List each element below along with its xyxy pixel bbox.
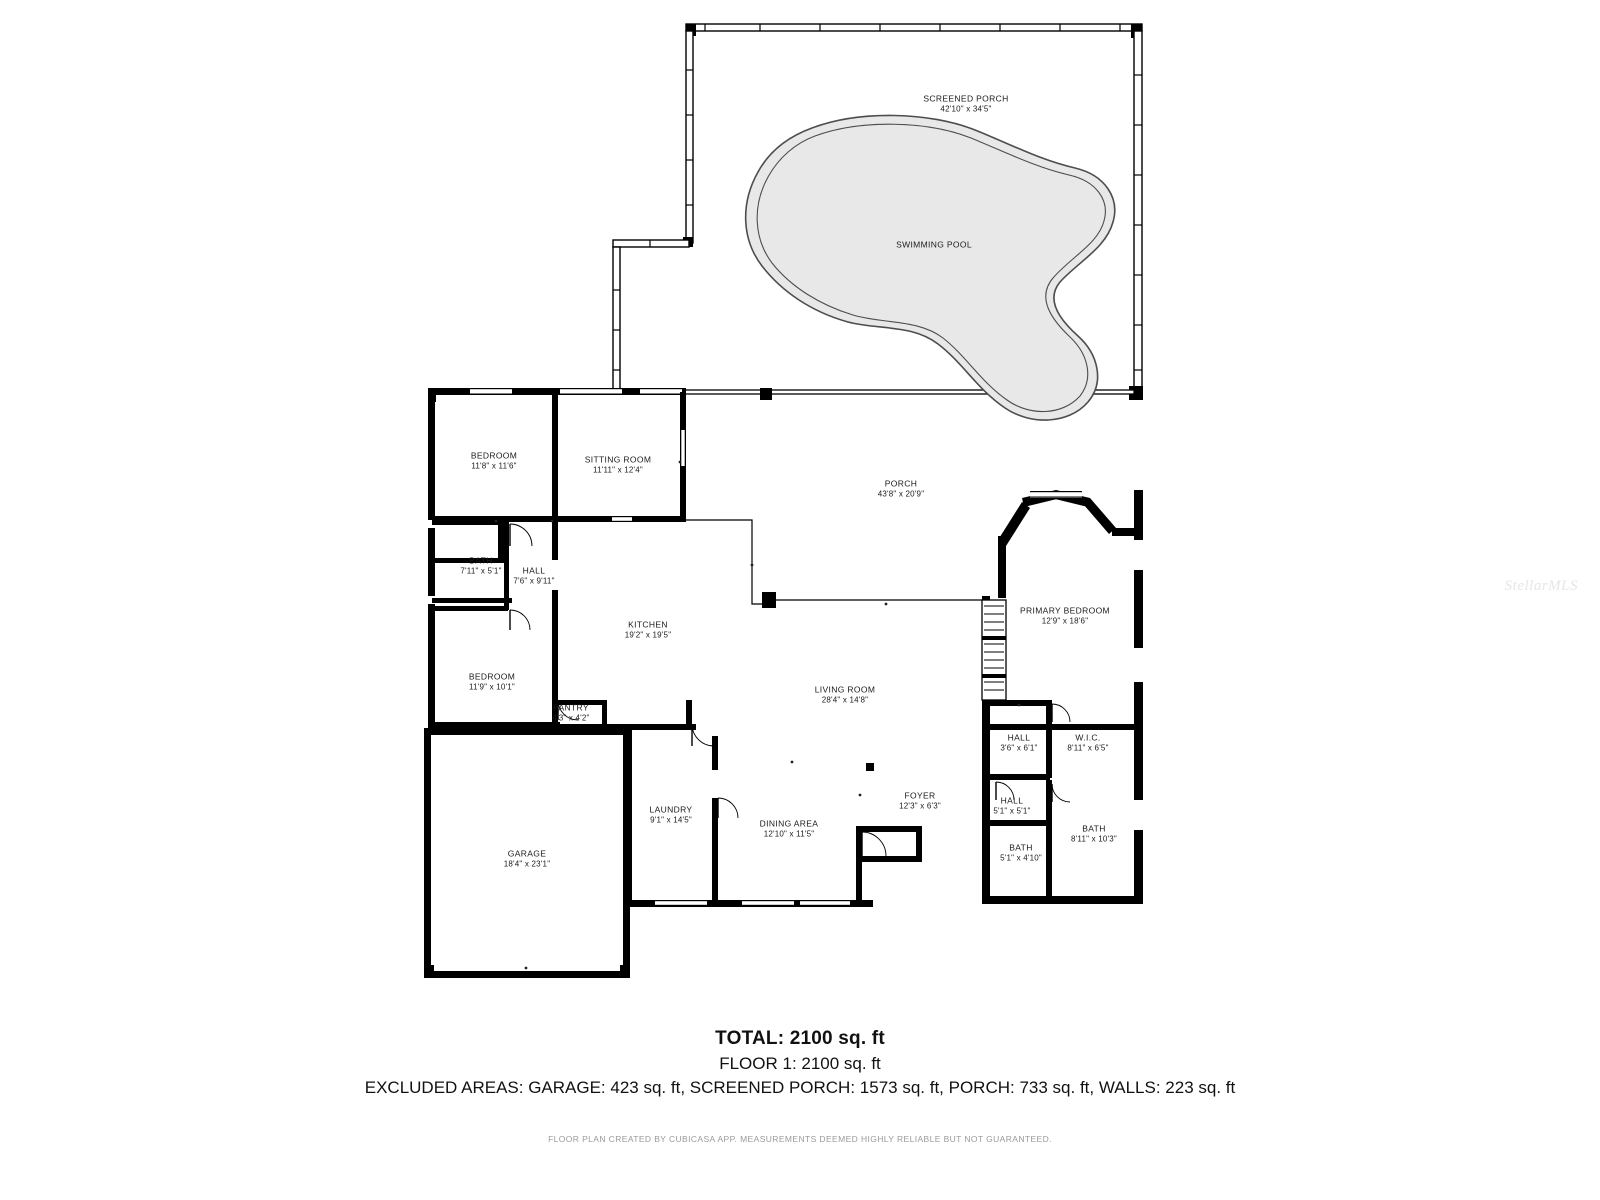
room-dimensions: 42'10" x 34'5"	[940, 104, 992, 114]
mls-watermark: StellarMLS	[1504, 578, 1578, 594]
room-dimensions: 8'11" x 6'5"	[1067, 743, 1109, 753]
room-dimensions: 4'3" x 4'2"	[552, 713, 590, 723]
room-name: SWIMMING POOL	[896, 239, 972, 250]
room-name: BATH	[469, 555, 493, 566]
room-name: HALL	[1007, 732, 1031, 743]
room-dimensions: 11'9" x 10'1"	[469, 682, 515, 692]
room-name: W.I.C.	[1075, 732, 1101, 743]
room-dimensions: 12'10" x 11'5"	[763, 829, 815, 839]
room-dimensions: 11'11" x 12'4"	[593, 465, 643, 475]
room-name: PRIMARY BEDROOM	[1020, 605, 1110, 616]
room-dimensions: 28'4" x 14'8"	[821, 695, 869, 705]
room-name: KITCHEN	[628, 619, 668, 630]
room-name: BATH	[1082, 823, 1106, 834]
room-dimensions: 7'6" x 9'11"	[513, 576, 555, 586]
room-dimensions: 3'6" x 6'1"	[1000, 743, 1038, 753]
room-name: DINING AREA	[759, 818, 819, 829]
floor1-area: FLOOR 1: 2100 sq. ft	[719, 1054, 881, 1073]
room-dimensions: 5'1" x 4'10"	[1000, 853, 1042, 863]
room-dimensions: 9'1" x 14'5"	[650, 815, 692, 825]
room-name: SITTING ROOM	[584, 454, 652, 465]
room-dimensions: 12'3" x 6'3"	[899, 801, 941, 811]
room-dimensions: 11'8" x 11'6"	[471, 461, 517, 471]
room-name: PANTRY	[553, 702, 589, 713]
room-name: HALL	[1000, 795, 1024, 806]
room-dimensions: 43'8" x 20'9"	[877, 489, 925, 499]
room-dimensions: 8'11" x 10'3"	[1071, 834, 1117, 844]
room-name: BEDROOM	[468, 671, 516, 682]
room-name: SCREENED PORCH	[923, 93, 1009, 104]
room-name: FOYER	[904, 790, 936, 801]
room-name: HALL	[522, 565, 546, 576]
room-name: LIVING ROOM	[814, 684, 876, 695]
room-name: LAUNDRY	[649, 804, 693, 815]
room-name: BEDROOM	[470, 450, 518, 461]
total-area: TOTAL: 2100 sq. ft	[715, 1028, 885, 1049]
excluded-areas: EXCLUDED AREAS: GARAGE: 423 sq. ft, SCREENED PORCH: 1573 sq. ft, PORCH: 733 sq. ft, WALLS: 223 sq. ft	[364, 1078, 1236, 1097]
room-dimensions: 7'11" x 5'1"	[460, 566, 502, 576]
room-dimensions: 19'2" x 19'5"	[624, 630, 672, 640]
room-name: GARAGE	[507, 848, 547, 859]
disclaimer-note: FLOOR PLAN CREATED BY CUBICASA APP. MEASUREMENTS DEEMED HIGHLY RELIABLE BUT NOT GUARANTEED.	[548, 1134, 1052, 1144]
room-dimensions: 18'4" x 23'1"	[503, 859, 551, 869]
room-dimensions: 5'1" x 5'1"	[993, 806, 1031, 816]
room-name: PORCH	[884, 478, 918, 489]
room-name: BATH	[1009, 842, 1033, 853]
room-dimensions: 12'9" x 18'6"	[1041, 616, 1089, 626]
area-summary	[0, 1028, 1600, 1100]
